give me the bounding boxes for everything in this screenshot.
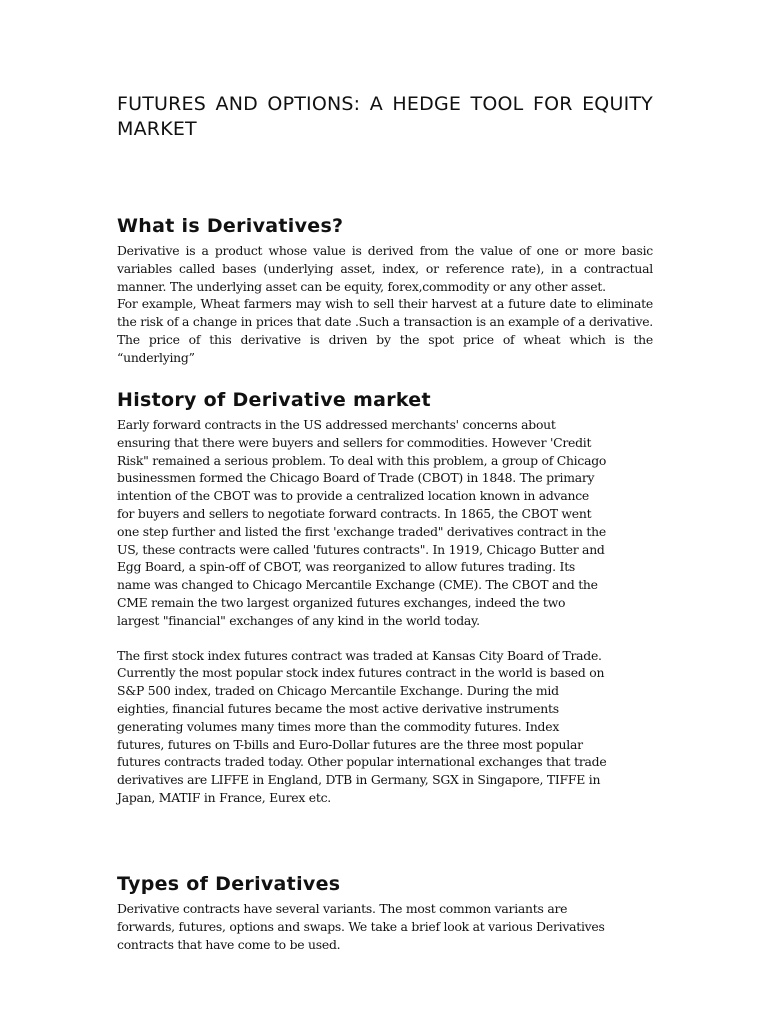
- section-paragraph: Derivative is a product whose value is derived from the value of one or more basic variables called bases (underlying asset, index, or reference rate), in a contractual manner. The underlying asset can be equity, forex,commodity or any other asset.: [117, 243, 653, 294]
- section-paragraph: The first stock index futures contract was traded at Kansas City Board of Trade. Currently the most popular stock index futures contract in the world is based on S&P 500 index, traded on Chicago Mercantile Exchange. During the mid eighties, financial futures became the most active derivative instruments generating volumes many times more than the commodity futures. Index futures, futures on T-bills and Euro-Dollar futures are the three most popular futures contracts traded today. Other popular international exchanges that trade derivatives are LIFFE in England, DTB in Germany, SGX in Singapore, TIFFE in Japan, MATIF in France, Eurex etc.: [117, 647, 607, 805]
- section-paragraph: Derivative contracts have several variants. The most common variants are forwards, futures, options and swaps. We take a brief look at various Derivatives contracts that have come to be used.: [117, 901, 605, 952]
- section-paragraph: Early forward contracts in the US addressed merchants' concerns about ensuring that there were buyers and sellers for commodities. However 'Credit Risk" remained a serious problem. To deal with this problem, a group of Chicago businessmen formed the Chicago Board of Trade (CBOT) in 1848. The primary intention of the CBOT was to provide a centralized location known in advance for buyers and sellers to negotiate forward contracts. In 1865, the CBOT went one step further and listed the first 'exchange traded" derivatives contract in the US, these contracts were called 'futures contracts". In 1919, Chicago Butter and Egg Board, a spin-off of CBOT, was reorganized to allow futures trading. Its name was changed to Chicago Mercantile Exchange (CME). The CBOT and the CME remain the two largest organized futures exchanges, indeed the two largest "financial" exchanges of any kind in the world today.: [117, 417, 607, 628]
- section-heading: History of Derivative market: [117, 389, 431, 411]
- section-types-of-derivatives: [117, 872, 653, 953]
- section-history-of-derivative-market: [117, 388, 653, 807]
- section-what-is-derivatives: [117, 214, 653, 367]
- section-paragraph: For example, Wheat farmers may wish to sell their harvest at a future date to eliminate the risk of a change in prices that date .Such a transaction is an example of a derivative. The price of this derivative is driven by the spot price of wheat which is the “underlying”: [117, 296, 653, 365]
- section-heading: Types of Derivatives: [117, 873, 341, 895]
- section-heading: What is Derivatives?: [117, 215, 344, 237]
- document-title: FUTURES AND OPTIONS: A HEDGE TOOL FOR EQUITY MARKET: [117, 93, 653, 140]
